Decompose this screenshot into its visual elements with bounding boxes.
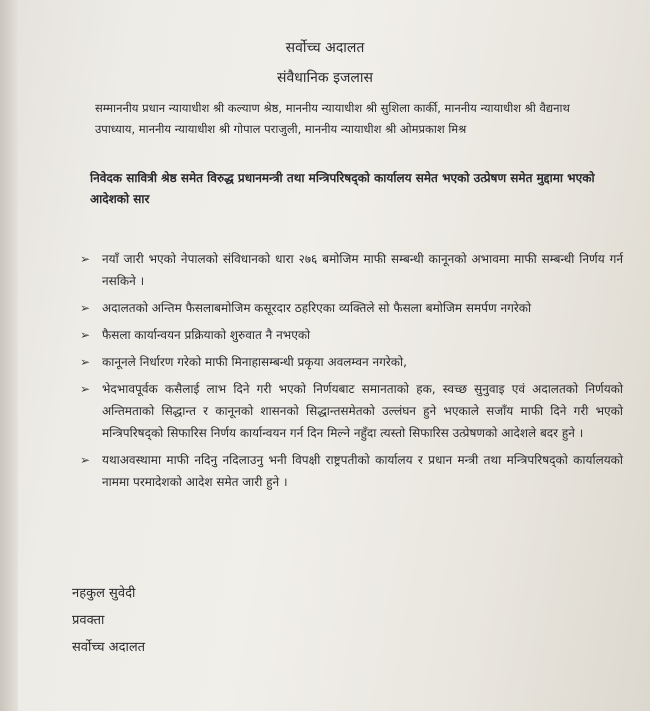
arrow-bullet-icon: ➢ — [80, 252, 91, 266]
list-item — [78, 351, 623, 373]
order-points-list — [78, 248, 623, 498]
arrow-bullet-icon: ➢ — [80, 453, 91, 467]
case-subject: निवेदक सावित्री श्रेष्ठ समेत विरुद्ध प्रधानमन्त्री तथा मन्त्रिपरिषद्को कार्यालय समेत भएको उत्प्रेषण समेत मुद्दामा भएको आदेशको सार — [90, 171, 595, 206]
signature-block — [72, 580, 145, 661]
arrow-bullet-icon: ➢ — [80, 328, 91, 342]
arrow-bullet-icon: ➢ — [80, 382, 91, 396]
arrow-bullet-icon: ➢ — [80, 301, 91, 315]
signature-office: सर्वोच्च अदालत — [72, 640, 146, 655]
point-text: कानूनले निर्धारण गरेको माफी मिनाहासम्बन्धी प्रकृया अवलम्वन नगरेको, — [102, 355, 407, 369]
point-text: फैसला कार्यान्वयन प्रक्रियाको शुरुवात नै नभएको — [102, 328, 311, 342]
point-text: नयाँ जारी भएको नेपालको संविधानको धारा २७६ बमोजिम माफी सम्बन्धी कानूनको अभावमा माफी सम्बन्धी निर्णय गर्न नसकिने । — [102, 252, 623, 288]
list-item — [78, 378, 623, 444]
arrow-bullet-icon: ➢ — [80, 355, 91, 369]
page-edge-shadow — [0, 0, 18, 711]
spokesperson-position: प्रवक्ता — [72, 613, 105, 628]
list-item — [78, 449, 623, 493]
bench-name: संवैधानिक इजलास — [277, 70, 373, 86]
list-item — [78, 297, 623, 319]
point-text: अदालतको अन्तिम फैसलाबमोजिम कसूरदार ठहरिएका व्यक्तिले सो फैसला बमोजिम समर्पण नगरेको — [102, 301, 532, 315]
justices-list: सम्माननीय प्रधान न्यायाधीश श्री कल्याण श्रेष्ठ, माननीय न्यायाधीश श्री सुशिला कार्की, माननीय न्यायाधीश श्री वैद्यनाथ उपाध्याय, माननीय न्यायाधीश श्री गोपाल पराजुली, माननीय न्यायाधीश श्री ओमप्रकाश मिश्र — [95, 101, 570, 136]
list-item — [78, 248, 623, 292]
court-name: सर्वोच्च अदालत — [285, 40, 365, 56]
point-text: यथाअवस्थामा माफी नदिनु नदिलाउनु भनी विपक्षी राष्ट्रपतीको कार्यालय र प्रधान मन्त्री तथा मन्त्रिपरिषद्को कार्यालयको नाममा परमादेशको आदेश समेत जारी हुने । — [102, 453, 623, 489]
list-item — [78, 324, 623, 346]
point-text: भेदभावपूर्वक कसैलाई लाभ दिने गरी भएको निर्णयबाट समानताको हक, स्वच्छ सुनुवाइ एवं अदालतको निर्णयको अन्तिमताको सिद्धान्त र कानूनको शासनको सिद्धान्तसमेतको उल्लंघन हुने भएकाले सजाँय माफी दिने गरी भएको मन्त्रिपरिषद्को सिफारिस निर्णय कार्यान्वयन गर्न दिन मिल्ने नहुँदा त्यस्तो सिफारिस उत्प्रेषणको आदेशले बदर हुने । — [102, 382, 623, 440]
spokesperson-name: नहकुल सुवेदी — [72, 586, 136, 601]
